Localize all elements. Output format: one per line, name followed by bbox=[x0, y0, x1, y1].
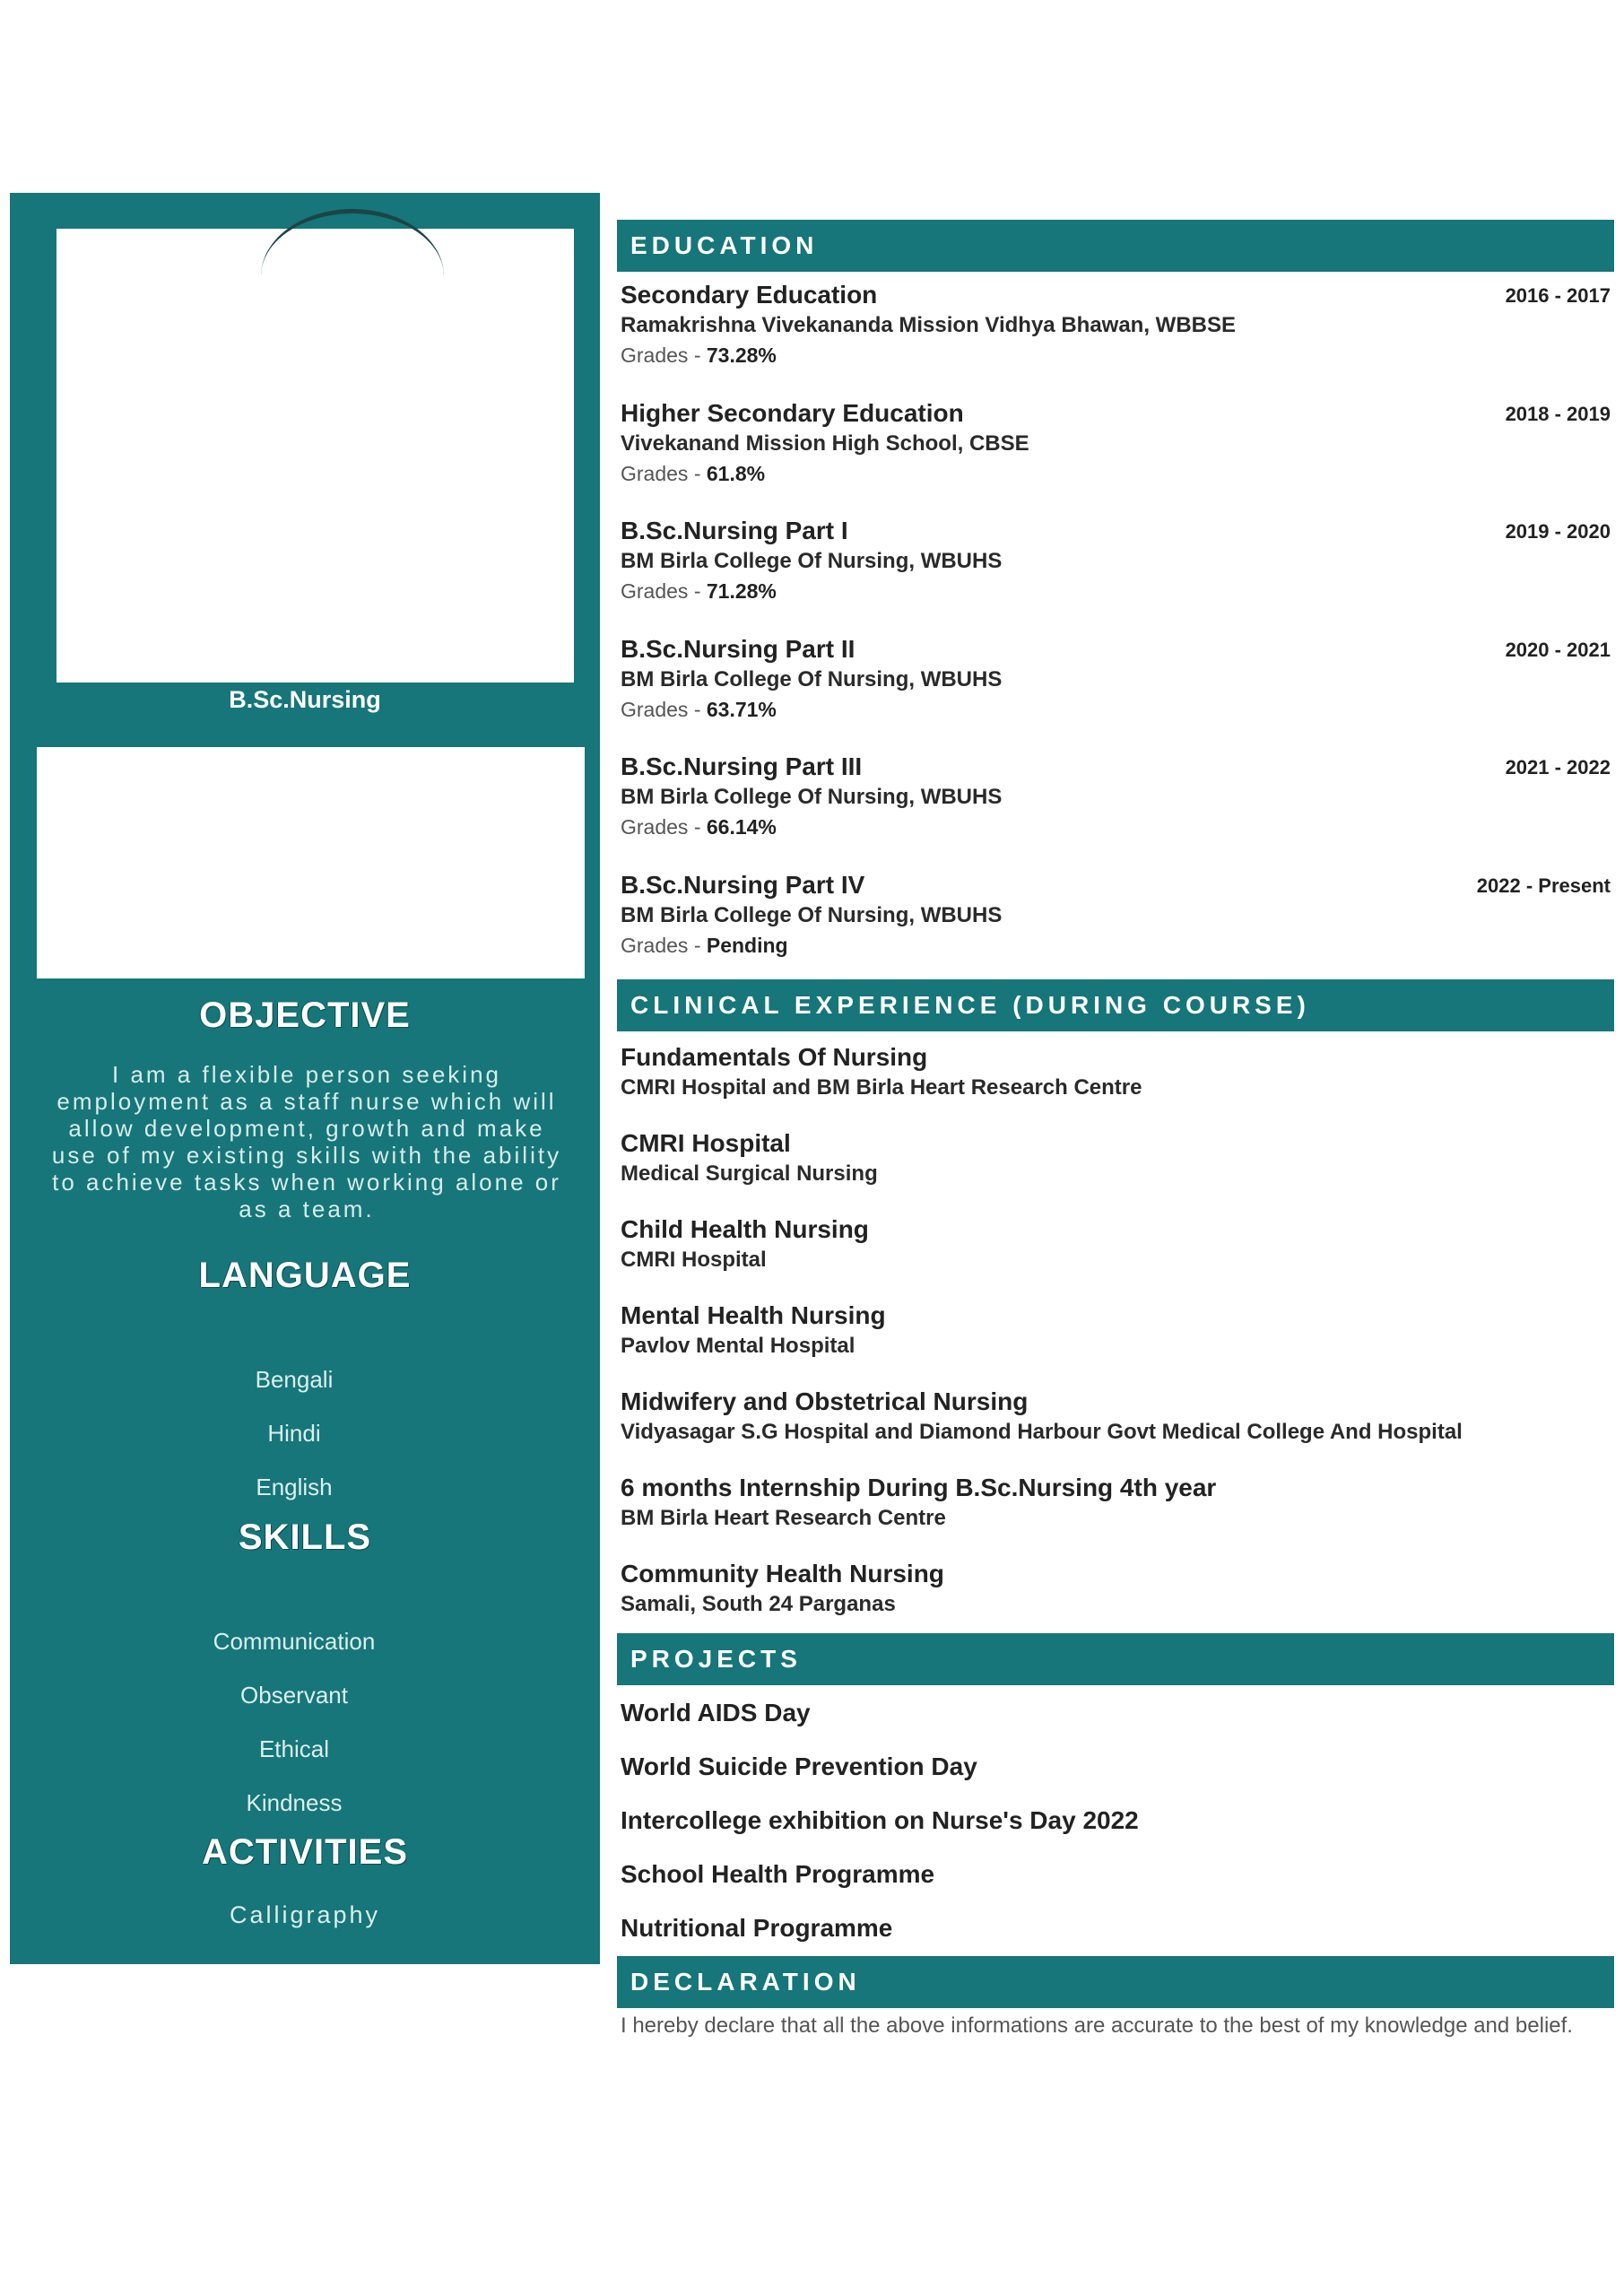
education-title: B.Sc.Nursing Part IV bbox=[621, 871, 865, 899]
education-institution: Vivekanand Mission High School, CBSE bbox=[621, 431, 1029, 456]
education-institution: BM Birla College Of Nursing, WBUHS bbox=[621, 667, 1003, 691]
clinical-heading: CLINICAL EXPERIENCE (DURING COURSE) bbox=[630, 991, 1310, 1019]
objective-text: I am a flexible person seeking employment as a staff nurse which will allow development, growth and make use of my existing skills with the ability to achieve tasks when working alone or as a team. bbox=[51, 1061, 562, 1222]
education-years: 2020 - 2021 bbox=[1505, 639, 1611, 661]
education-title: B.Sc.Nursing Part I bbox=[621, 517, 848, 544]
clinical-detail: Pavlov Mental Hospital bbox=[621, 1334, 855, 1358]
project-item: Intercollege exhibition on Nurse's Day 2022 bbox=[621, 1806, 1139, 1834]
skills-list bbox=[10, 1614, 600, 1830]
education-grade: Grades - 73.28% bbox=[621, 344, 777, 367]
activity-item: Calligraphy bbox=[229, 1901, 381, 1928]
education-title: Secondary Education bbox=[621, 281, 878, 309]
clinical-title: Midwifery and Obstetrical Nursing bbox=[621, 1387, 1029, 1415]
clinical-title: Mental Health Nursing bbox=[621, 1301, 886, 1329]
project-item: World AIDS Day bbox=[621, 1699, 811, 1726]
education-years: 2018 - 2019 bbox=[1505, 403, 1611, 425]
education-title: B.Sc.Nursing Part II bbox=[621, 635, 855, 663]
skills-heading: SKILLS bbox=[238, 1518, 372, 1557]
education-title: Higher Secondary Education bbox=[621, 399, 964, 427]
contact-panel bbox=[37, 747, 585, 978]
clinical-title: 6 months Internship During B.Sc.Nursing 4th year bbox=[621, 1474, 1217, 1501]
project-item: Nutritional Programme bbox=[621, 1914, 893, 1942]
clinical-detail: Medical Surgical Nursing bbox=[621, 1161, 878, 1186]
education-institution: Ramakrishna Vivekananda Mission Vidhya Bhawan, WBBSE bbox=[621, 313, 1237, 337]
clinical-title: CMRI Hospital bbox=[621, 1129, 791, 1157]
education-grade: Grades - 66.14% bbox=[621, 815, 777, 839]
education-grade: Grades - 63.71% bbox=[621, 698, 777, 721]
declaration-text: I hereby declare that all the above informations are accurate to the best of my knowledge and belief. bbox=[621, 2013, 1573, 2038]
skill-item: Kindness bbox=[246, 1789, 343, 1816]
education-institution: BM Birla College Of Nursing, WBUHS bbox=[621, 903, 1003, 927]
clinical-detail: BM Birla Heart Research Centre bbox=[621, 1506, 946, 1530]
photo-frame-arc bbox=[261, 209, 444, 276]
education-years: 2022 - Present bbox=[1476, 874, 1611, 897]
education-grade: Grades - 61.8% bbox=[621, 462, 766, 485]
clinical-detail: CMRI Hospital and BM Birla Heart Research Centre bbox=[621, 1075, 1142, 1100]
degree-label: B.Sc.Nursing bbox=[229, 686, 381, 713]
education-entry bbox=[621, 871, 1611, 958]
activities-heading: ACTIVITIES bbox=[201, 1832, 409, 1872]
education-heading: EDUCATION bbox=[630, 231, 819, 259]
clinical-entry bbox=[621, 1129, 1611, 1187]
language-item: Hindi bbox=[267, 1420, 321, 1447]
education-entry bbox=[621, 399, 1611, 486]
objective-heading: OBJECTIVE bbox=[199, 996, 411, 1035]
clinical-detail: Vidyasagar S.G Hospital and Diamond Harbour Govt Medical College And Hospital bbox=[621, 1420, 1463, 1444]
education-grade: Grades - Pending bbox=[621, 934, 788, 957]
projects-header bbox=[617, 1633, 1614, 1685]
education-years: 2021 - 2022 bbox=[1505, 756, 1611, 778]
language-list bbox=[10, 1352, 600, 1514]
skill-item: Communication bbox=[213, 1628, 376, 1655]
clinical-detail: Samali, South 24 Parganas bbox=[621, 1592, 896, 1616]
clinical-entry bbox=[621, 1474, 1611, 1531]
education-entry bbox=[621, 517, 1611, 604]
education-title: B.Sc.Nursing Part III bbox=[621, 752, 863, 780]
education-years: 2016 - 2017 bbox=[1505, 284, 1611, 307]
language-heading: LANGUAGE bbox=[198, 1256, 412, 1295]
skill-item: Ethical bbox=[258, 1735, 330, 1762]
clinical-entry bbox=[621, 1301, 1611, 1359]
profile-photo bbox=[56, 229, 574, 683]
education-entry bbox=[621, 281, 1611, 368]
education-entry bbox=[621, 752, 1611, 839]
education-institution: BM Birla College Of Nursing, WBUHS bbox=[621, 549, 1003, 573]
education-grade: Grades - 71.28% bbox=[621, 579, 777, 603]
declaration-header bbox=[617, 1956, 1614, 2008]
language-item: English bbox=[256, 1474, 333, 1500]
project-item: World Suicide Prevention Day bbox=[621, 1752, 977, 1780]
language-item: Bengali bbox=[255, 1366, 334, 1393]
clinical-entry bbox=[621, 1215, 1611, 1273]
education-entry bbox=[621, 635, 1611, 722]
education-header bbox=[617, 220, 1614, 272]
clinical-title: Child Health Nursing bbox=[621, 1215, 869, 1243]
sidebar bbox=[10, 193, 600, 1964]
declaration-heading: DECLARATION bbox=[630, 1968, 861, 1996]
education-years: 2019 - 2020 bbox=[1505, 520, 1611, 543]
clinical-entry bbox=[621, 1560, 1611, 1617]
clinical-title: Fundamentals Of Nursing bbox=[621, 1043, 928, 1071]
clinical-title: Community Health Nursing bbox=[621, 1560, 944, 1587]
clinical-entry bbox=[621, 1387, 1611, 1445]
projects-heading: PROJECTS bbox=[630, 1645, 802, 1673]
skill-item: Observant bbox=[240, 1682, 348, 1709]
project-item: School Health Programme bbox=[621, 1860, 935, 1888]
clinical-detail: CMRI Hospital bbox=[621, 1248, 767, 1272]
education-institution: BM Birla College Of Nursing, WBUHS bbox=[621, 785, 1003, 809]
clinical-entry bbox=[621, 1043, 1611, 1100]
clinical-header bbox=[617, 979, 1614, 1031]
